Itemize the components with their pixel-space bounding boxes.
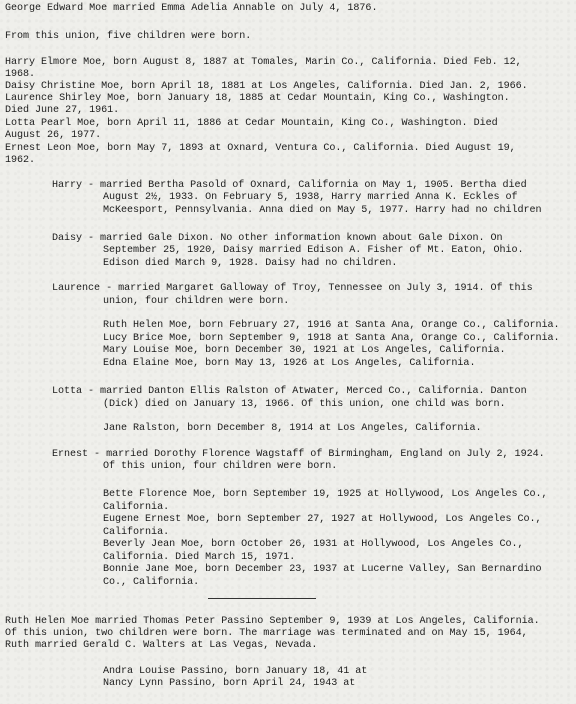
- harry-paragraph-line-3: McKeesport, Pennsylvania. Anna died on May 5, 1977. Harry had no children: [103, 205, 542, 216]
- daisy-paragraph-line-1: Daisy - married Gale Dixon. No other information known about Gale Dixon. On: [52, 233, 503, 244]
- child-daisy-line: Daisy Christine Moe, born April 18, 1881 at Los Angeles, California. Died Jan. 2, 1966.: [5, 81, 528, 92]
- laurence-child-lucy: Lucy Brice Moe, born September 9, 1918 at Santa Ana, Orange Co., California.: [103, 333, 560, 344]
- lotta-paragraph-line-2: (Dick) died on January 13, 1966. Of this union, one child was born.: [103, 399, 506, 410]
- lotta-child-jane: Jane Ralston, born December 8, 1914 at Los Angeles, California.: [103, 423, 482, 434]
- ernest-child-beverly-line-1: Beverly Jean Moe, born October 26, 1931 at Hollywood, Los Angeles Co.,: [103, 539, 524, 550]
- lotta-paragraph-line-1: Lotta - married Danton Ellis Ralston of Atwater, Merced Co., California. Danton: [52, 386, 527, 397]
- child-harry-line-2: 1968.: [5, 69, 36, 80]
- ernest-child-beverly-line-2: California. Died March 15, 1971.: [103, 552, 296, 563]
- ernest-child-bonnie-line-1: Bonnie Jane Moe, born December 23, 1937 at Lucerne Valley, San Bernardino: [103, 564, 542, 575]
- ruth-marriage-line-2: Of this union, two children were born. The marriage was terminated and on May 15, 1964,: [5, 628, 528, 639]
- child-laurence-line-2: Died June 27, 1961.: [5, 105, 120, 116]
- child-harry-line-1: Harry Elmore Moe, born August 8, 1887 at Tomales, Marin Co., California. Died Feb. 12,: [5, 57, 522, 68]
- ruth-child-nancy: Nancy Lynn Passino, born April 24, 1943 at: [103, 678, 356, 689]
- daisy-paragraph-line-3: Edison died March 9, 1928. Daisy had no children.: [103, 258, 398, 269]
- ernest-child-bette-line-1: Bette Florence Moe, born September 19, 1925 at Hollywood, Los Angeles Co.,: [103, 489, 548, 500]
- parents-marriage-line: George Edward Moe married Emma Adelia Annable on July 4, 1876.: [5, 3, 378, 14]
- child-laurence-line-1: Laurence Shirley Moe, born January 18, 1885 at Cedar Mountain, King Co., Washington.: [5, 93, 510, 104]
- section-divider: [208, 598, 316, 599]
- ernest-paragraph-line-1: Ernest - married Dorothy Florence Wagstaff of Birmingham, England on July 2, 1924.: [52, 449, 545, 460]
- ruth-marriage-line-3: Ruth married Gerald C. Walters at Las Vegas, Nevada.: [5, 640, 318, 651]
- laurence-child-mary: Mary Louise Moe, born December 30, 1921 at Los Angeles, California.: [103, 345, 506, 356]
- child-lotta-line-2: August 26, 1977.: [5, 130, 102, 141]
- laurence-paragraph-line-1: Laurence - married Margaret Galloway of Troy, Tennessee on July 3, 1914. Of this: [52, 283, 533, 294]
- laurence-child-edna: Edna Elaine Moe, born May 13, 1926 at Los Angeles, California.: [103, 358, 476, 369]
- ernest-child-bonnie-line-2: Co., California.: [103, 577, 200, 588]
- daisy-paragraph-line-2: September 25, 1920, Daisy married Edison A. Fisher of Mt. Eaton, Ohio.: [103, 245, 524, 256]
- ruth-marriage-line-1: Ruth Helen Moe married Thomas Peter Passino September 9, 1939 at Los Angeles, California.: [5, 616, 540, 627]
- child-lotta-line-1: Lotta Pearl Moe, born April 11, 1886 at Cedar Mountain, King Co., Washington. Died: [5, 118, 498, 129]
- harry-paragraph-line-2: August 2½, 1933. On February 5, 1938, Harry married Anna K. Eckles of: [103, 192, 518, 203]
- laurence-child-ruth: Ruth Helen Moe, born February 27, 1916 at Santa Ana, Orange Co., California.: [103, 320, 560, 331]
- child-ernest-line-1: Ernest Leon Moe, born May 7, 1893 at Oxnard, Ventura Co., California. Died August 19,: [5, 143, 516, 154]
- laurence-paragraph-line-2: union, four children were born.: [103, 296, 290, 307]
- ruth-child-andra: Andra Louise Passino, born January 18, 41 at: [103, 666, 368, 677]
- union-intro-line: From this union, five children were born.: [5, 31, 252, 42]
- ernest-paragraph-line-2: Of this union, four children were born.: [103, 461, 338, 472]
- ernest-child-eugene-line-1: Eugene Ernest Moe, born September 27, 1927 at Hollywood, Los Angeles Co.,: [103, 514, 542, 525]
- child-ernest-line-2: 1962.: [5, 155, 36, 166]
- ernest-child-eugene-line-2: California.: [103, 527, 170, 538]
- ernest-child-bette-line-2: California.: [103, 502, 170, 513]
- harry-paragraph-line-1: Harry - married Bertha Pasold of Oxnard, California on May 1, 1905. Bertha died: [52, 180, 527, 191]
